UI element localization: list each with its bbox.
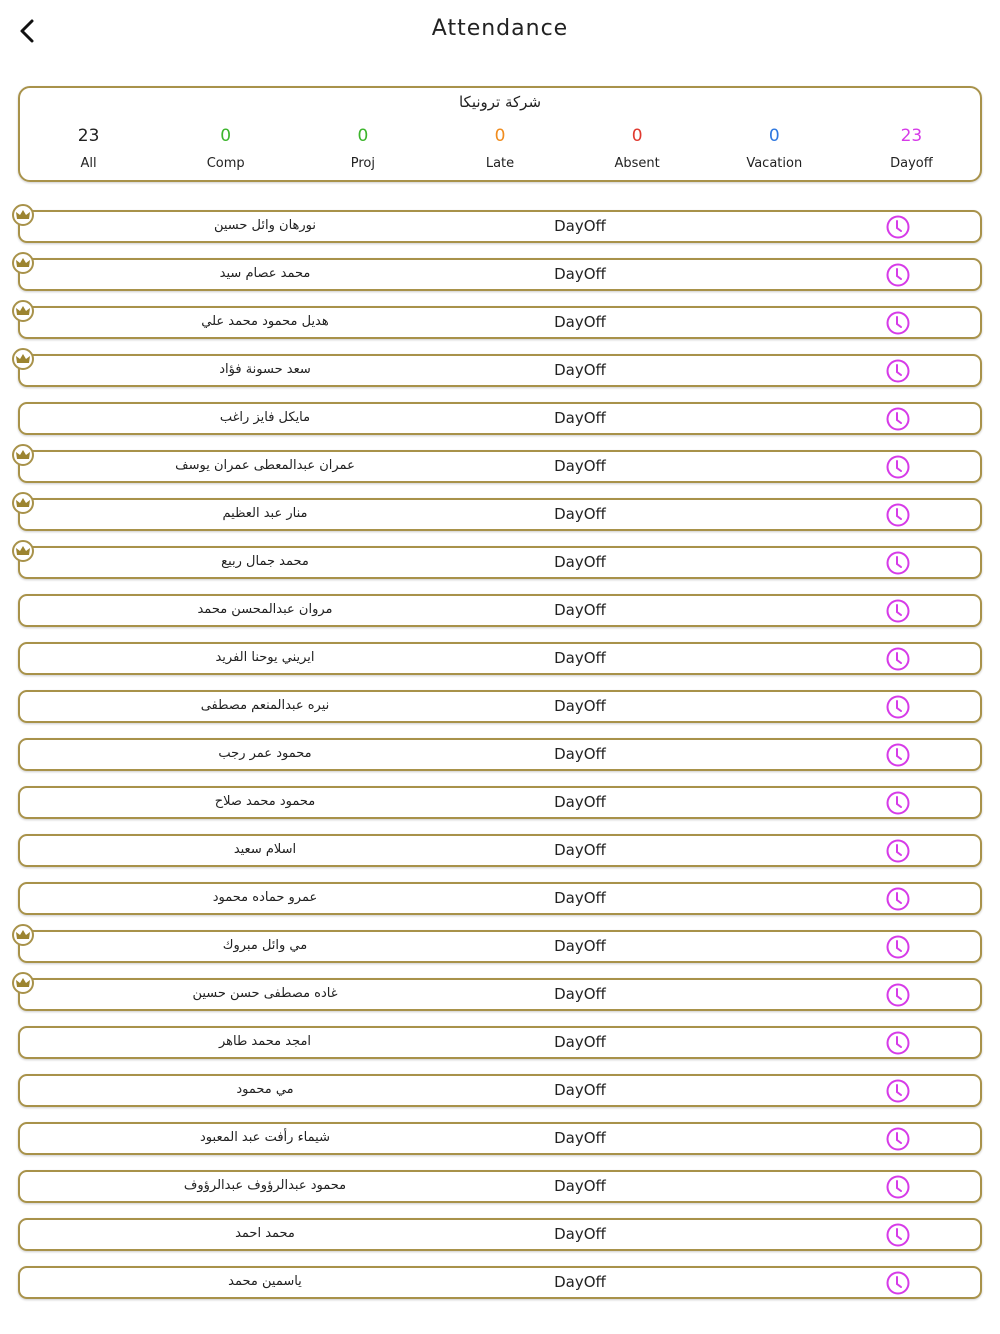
attendance-row[interactable] bbox=[18, 834, 982, 867]
employee-name: مي محمود bbox=[236, 1082, 294, 1097]
employee-name: محمد جمال ربيع bbox=[221, 554, 309, 569]
attendance-status: DayOff bbox=[554, 697, 606, 715]
clock-icon[interactable] bbox=[886, 1223, 910, 1247]
stat-label: All bbox=[80, 156, 97, 171]
attendance-row[interactable] bbox=[18, 1026, 982, 1059]
employee-name: غاده مصطفى حسن حسين bbox=[192, 986, 338, 1001]
clock-icon[interactable] bbox=[886, 743, 910, 767]
attendance-status: DayOff bbox=[554, 1225, 606, 1243]
stat-comp[interactable] bbox=[157, 126, 294, 171]
attendance-row[interactable] bbox=[18, 450, 982, 483]
attendance-row[interactable] bbox=[18, 210, 982, 243]
attendance-row[interactable] bbox=[18, 498, 982, 531]
attendance-status: DayOff bbox=[554, 409, 606, 427]
summary-card bbox=[18, 86, 982, 182]
attendance-status: DayOff bbox=[554, 793, 606, 811]
clock-icon[interactable] bbox=[886, 983, 910, 1007]
employee-name: مايكل فايز راغب bbox=[219, 410, 311, 425]
attendance-row[interactable] bbox=[18, 1074, 982, 1107]
attendance-row[interactable] bbox=[18, 402, 982, 435]
stat-proj[interactable] bbox=[294, 126, 431, 171]
clock-icon[interactable] bbox=[886, 455, 910, 479]
employee-name: نيره عبدالمنعم مصطفى bbox=[200, 698, 330, 713]
stat-value: 0 bbox=[357, 126, 369, 146]
attendance-row[interactable] bbox=[18, 594, 982, 627]
stat-label: Absent bbox=[614, 156, 660, 171]
attendance-row[interactable] bbox=[18, 786, 982, 819]
attendance-status: DayOff bbox=[554, 937, 606, 955]
stat-value: 23 bbox=[77, 126, 100, 146]
stat-dayoff[interactable] bbox=[843, 126, 980, 171]
employee-name: مروان عبدالمحسن محمد bbox=[197, 602, 333, 617]
employee-name: ياسمين محمد bbox=[228, 1274, 302, 1289]
attendance-row[interactable] bbox=[18, 1266, 982, 1299]
employee-name: عمرو حماده محمود bbox=[212, 890, 318, 905]
attendance-status: DayOff bbox=[554, 265, 606, 283]
employee-name: اسلام سعيد bbox=[233, 842, 297, 857]
attendance-status: DayOff bbox=[554, 457, 606, 475]
clock-icon[interactable] bbox=[886, 1271, 910, 1295]
clock-icon[interactable] bbox=[886, 1031, 910, 1055]
attendance-row[interactable] bbox=[18, 882, 982, 915]
clock-icon[interactable] bbox=[886, 599, 910, 623]
header bbox=[0, 0, 1000, 60]
employee-name: محمد عصام سيد bbox=[219, 266, 311, 281]
attendance-status: DayOff bbox=[554, 841, 606, 859]
employee-name: امجد محمد طاهر bbox=[218, 1034, 312, 1049]
stat-absent[interactable] bbox=[569, 126, 706, 171]
clock-icon[interactable] bbox=[886, 311, 910, 335]
attendance-status: DayOff bbox=[554, 601, 606, 619]
clock-icon[interactable] bbox=[886, 215, 910, 239]
employee-name: مي وائل مبروك bbox=[222, 938, 308, 953]
employee-name: ايريني يوحنا الفريد bbox=[215, 650, 315, 665]
crown-icon bbox=[12, 444, 34, 466]
crown-icon bbox=[12, 348, 34, 370]
clock-icon[interactable] bbox=[886, 503, 910, 527]
employee-name: محمود محمد صلاح bbox=[214, 794, 316, 809]
attendance-status: DayOff bbox=[554, 1273, 606, 1291]
clock-icon[interactable] bbox=[886, 1079, 910, 1103]
stat-label: Dayoff bbox=[890, 156, 933, 171]
attendance-status: DayOff bbox=[554, 889, 606, 907]
stat-label: Comp bbox=[206, 156, 245, 171]
crown-icon bbox=[12, 300, 34, 322]
attendance-row[interactable] bbox=[18, 1170, 982, 1203]
clock-icon[interactable] bbox=[886, 551, 910, 575]
attendance-row[interactable] bbox=[18, 306, 982, 339]
clock-icon[interactable] bbox=[886, 407, 910, 431]
clock-icon[interactable] bbox=[886, 263, 910, 287]
attendance-row[interactable] bbox=[18, 354, 982, 387]
stat-value: 0 bbox=[494, 126, 506, 146]
attendance-status: DayOff bbox=[554, 745, 606, 763]
employee-name: منار عبد العظيم bbox=[222, 506, 308, 521]
stat-value: 23 bbox=[900, 126, 923, 146]
attendance-status: DayOff bbox=[554, 649, 606, 667]
stat-late[interactable] bbox=[431, 126, 568, 171]
attendance-status: DayOff bbox=[554, 505, 606, 523]
stat-all[interactable] bbox=[20, 126, 157, 171]
page-title: Attendance bbox=[431, 16, 569, 41]
clock-icon[interactable] bbox=[886, 647, 910, 671]
crown-icon bbox=[12, 252, 34, 274]
attendance-status: DayOff bbox=[554, 1081, 606, 1099]
clock-icon[interactable] bbox=[886, 1175, 910, 1199]
stat-vacation[interactable] bbox=[706, 126, 843, 171]
crown-icon bbox=[12, 540, 34, 562]
attendance-row[interactable] bbox=[18, 546, 982, 579]
attendance-row[interactable] bbox=[18, 642, 982, 675]
crown-icon bbox=[12, 924, 34, 946]
clock-icon[interactable] bbox=[886, 887, 910, 911]
employee-name: محمد احمد bbox=[235, 1226, 295, 1241]
attendance-status: DayOff bbox=[554, 985, 606, 1003]
attendance-row[interactable] bbox=[18, 978, 982, 1011]
employee-name: عمران عبدالمعطى عمران يوسف bbox=[175, 458, 355, 473]
attendance-status: DayOff bbox=[554, 313, 606, 331]
crown-icon bbox=[12, 972, 34, 994]
attendance-status: DayOff bbox=[554, 1033, 606, 1051]
stat-value: 0 bbox=[768, 126, 780, 146]
clock-icon[interactable] bbox=[886, 1127, 910, 1151]
attendance-row[interactable] bbox=[18, 1218, 982, 1251]
employee-name: شيماء رأفت عبد المعبود bbox=[200, 1130, 330, 1145]
employee-name: نورهان وائل حسين bbox=[213, 218, 317, 233]
employee-name: محمود عمر رجب bbox=[218, 746, 312, 761]
attendance-status: DayOff bbox=[554, 361, 606, 379]
stat-label: Late bbox=[485, 156, 515, 171]
stat-label: Proj bbox=[350, 156, 375, 171]
clock-icon[interactable] bbox=[886, 935, 910, 959]
attendance-status: DayOff bbox=[554, 1177, 606, 1195]
employee-name: محمود عبدالرؤوف عبدالرؤوف bbox=[183, 1178, 347, 1193]
crown-icon bbox=[12, 204, 34, 226]
clock-icon[interactable] bbox=[886, 839, 910, 863]
company-name: شركة ترونيكا bbox=[458, 93, 542, 111]
clock-icon[interactable] bbox=[886, 695, 910, 719]
employee-name: هديل محمود محمد علي bbox=[201, 314, 329, 329]
clock-icon[interactable] bbox=[886, 359, 910, 383]
attendance-row[interactable] bbox=[18, 930, 982, 963]
attendance-status: DayOff bbox=[554, 553, 606, 571]
attendance-row[interactable] bbox=[18, 738, 982, 771]
crown-icon bbox=[12, 492, 34, 514]
attendance-row[interactable] bbox=[18, 1122, 982, 1155]
attendance-row[interactable] bbox=[18, 258, 982, 291]
stat-value: 0 bbox=[631, 126, 643, 146]
stat-value: 0 bbox=[220, 126, 232, 146]
stat-label: Vacation bbox=[746, 156, 803, 171]
attendance-row[interactable] bbox=[18, 690, 982, 723]
clock-icon[interactable] bbox=[886, 791, 910, 815]
attendance-status: DayOff bbox=[554, 1129, 606, 1147]
attendance-status: DayOff bbox=[554, 217, 606, 235]
employee-name: سعد حسونة فؤاد bbox=[219, 362, 311, 377]
